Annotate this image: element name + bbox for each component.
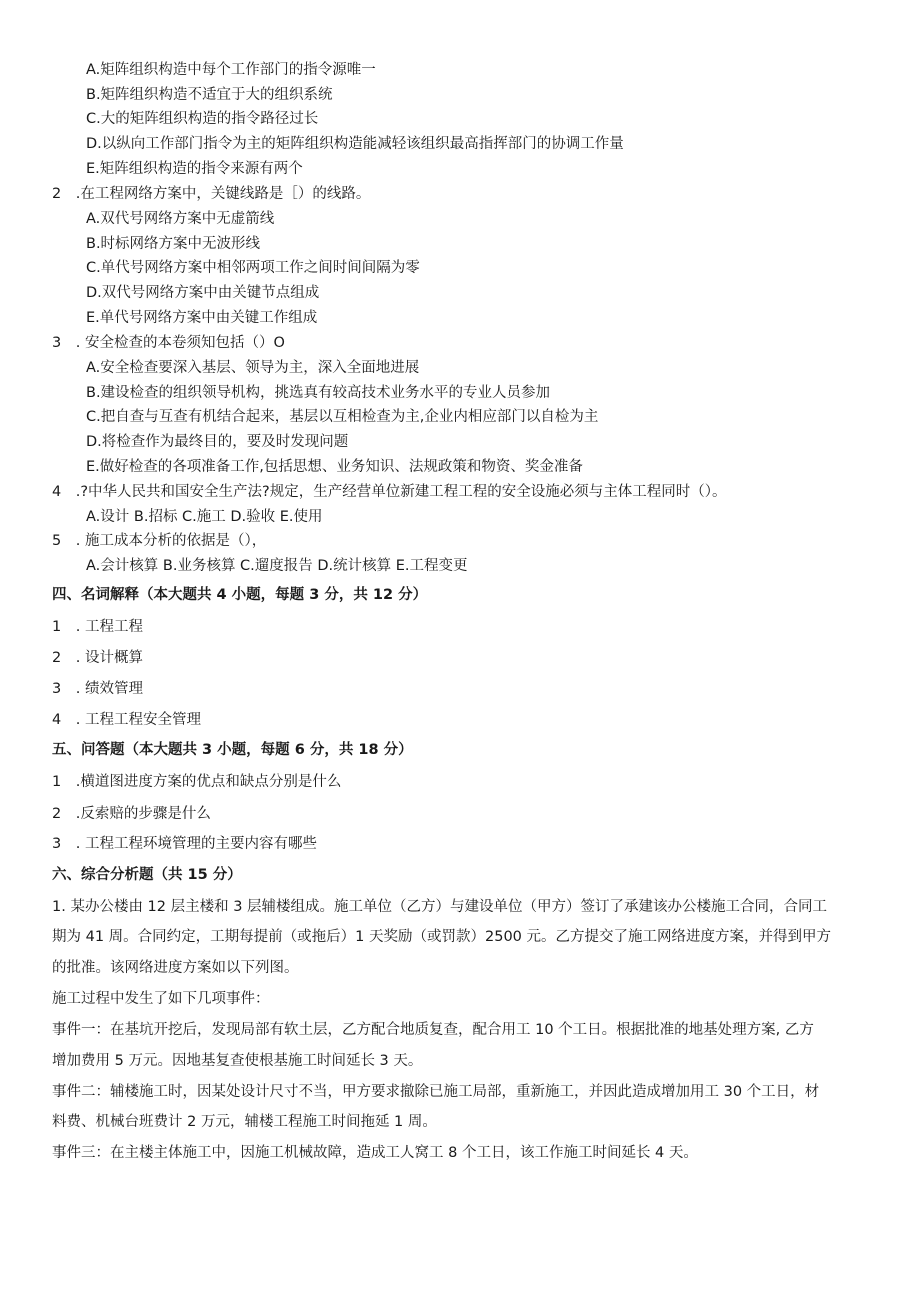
q1-option-b: B.矩阵组织构造不适宜于大的组织系统 [86, 87, 333, 103]
q2-option-d: D.双代号网络方案中由关键节点组成 [86, 285, 320, 301]
section4-item-3: 3 . 绩效管理 [52, 681, 143, 697]
section5-item-2: 2 .反索赔的步骤是什么 [52, 806, 211, 822]
q3-option-d: D.将检查作为最终目的，要及时发现问题 [86, 434, 349, 450]
section4-item-1: 1 . 工程工程 [52, 619, 143, 635]
section4-item-2: 2 . 设计概算 [52, 650, 143, 666]
q3-option-b: B.建设检查的组织领导机构，挑选真有较高技术业务水平的专业人员参加 [86, 385, 551, 401]
q2-option-c: C.单代号网络方案中相邻两项工作之间时间间隔为零 [86, 260, 420, 276]
event2-line2: 料费、机械台班费计 2 万元，辅楼工程施工时间拖延 1 周。 [52, 1114, 437, 1130]
q2-option-e: E.单代号网络方案中由关键工作组成 [86, 310, 318, 326]
section6-para1-line1: 1. 某办公楼由 12 层主楼和 3 层辅楼组成。施工单位（乙方）与建设单位（甲方）签订了承建该办公楼施工合同，合同工 [52, 899, 828, 915]
q2-stem: 2 .在工程网络方案中，关键线路是［）的线路。 [52, 186, 371, 202]
q3-option-a: A.安全检查要深入基层、领导为主，深入全面地进展 [86, 360, 420, 376]
q5-options: A.会计核算 B.业务核算 C.遛度报告 D.统计核算 E.工程变更 [86, 558, 468, 574]
q1-option-d: D.以纵向工作部门指令为主的矩阵组织构造能减轻该组织最高指挥部门的协调工作量 [86, 136, 624, 152]
section5-item-3: 3 . 工程工程环境管理的主要内容有哪些 [52, 836, 317, 852]
section6-para1-line2: 期为 41 周。合同约定，工期每提前（或拖后）1 天奖励（或罚款）2500 元。乙方提交了施工网络进度方案，并得到甲方 [52, 929, 832, 945]
event3: 事件三：在主楼主体施工中，因施工机械故障，造成工人窝工 8 个工日，该工作施工时间延长 4 天。 [52, 1145, 698, 1161]
section6-para1-line3: 的批准。该网络进度方案如以下列图。 [52, 960, 299, 976]
section5-item-1: 1 .横道图进度方案的优点和缺点分别是什么 [52, 774, 342, 790]
q5-stem: 5 . 施工成本分析的依据是（）， [52, 533, 267, 549]
q1-option-a: A.矩阵组织构造中每个工作部门的指令源唯一 [86, 62, 376, 78]
q1-option-c: C.大的矩阵组织构造的指令路径过长 [86, 111, 319, 127]
q4-stem: 4 .?中华人民共和国安全生产法?规定，生产经营单位新建工程工程的安全设施必须与主体工程同时（）。 [52, 484, 727, 500]
section6-para2: 施工过程中发生了如下几项事件： [52, 991, 270, 1007]
q3-stem: 3 . 安全检查的本卷须知包括（）O [52, 335, 285, 351]
section5-heading: 五、问答题（本大题共 3 小题，每题 6 分，共 18 分） [52, 742, 413, 758]
q1-option-e: E.矩阵组织构造的指令来源有两个 [86, 161, 303, 177]
q2-option-b: B.时标网络方案中无波形线 [86, 236, 261, 252]
event2-line1: 事件二：辅楼施工时，因某处设计尺寸不当，甲方要求撤除已施工局部，重新施工，并因此造成增加用工 30 个工日，材 [52, 1084, 820, 1100]
section6-heading: 六、综合分析题（共 15 分） [52, 867, 242, 883]
event1-line1: 事件一：在基坑开挖后，发现局部有软土层，乙方配合地质复查，配合用工 10 个工日。根据批准的地基处理方案, 乙方 [52, 1022, 814, 1038]
q4-options: A.设计 B.招标 C.施工 D.验收 E.使用 [86, 509, 323, 525]
section4-item-4: 4 . 工程工程安全管理 [52, 712, 201, 728]
section4-heading: 四、名词解释（本大题共 4 小题，每题 3 分，共 12 分） [52, 587, 428, 603]
q3-option-e: E.做好检查的各项准备工作,包括思想、业务知识、法规政策和物资、奖金准备 [86, 459, 583, 475]
q3-option-c: C.把自查与互查有机结合起来，基层以互相检查为主,企业内相应部门以自检为主 [86, 409, 599, 425]
event1-line2: 增加费用 5 万元。因地基复查使根基施工时间延长 3 天。 [52, 1053, 423, 1069]
q2-option-a: A.双代号网络方案中无虚箭线 [86, 211, 275, 227]
